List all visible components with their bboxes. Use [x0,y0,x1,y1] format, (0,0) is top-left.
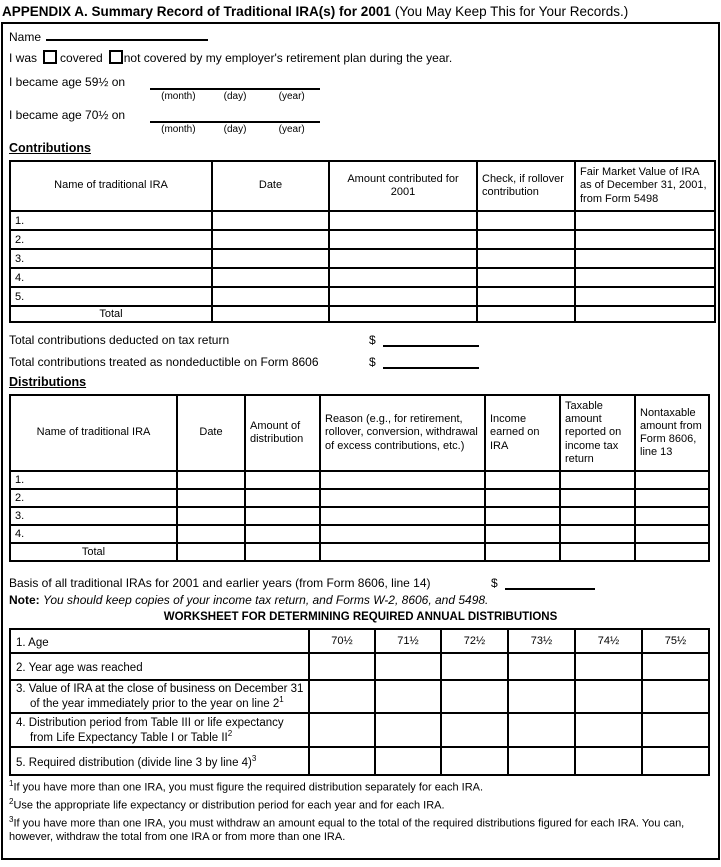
page-title [0,0,721,21]
empty-cell [375,653,441,680]
page-title-main: APPENDIX A. Summary Record of Traditional IRA(s) for 2001 [2,4,391,19]
total-label: Total [10,306,212,322]
age-59-row [9,75,712,102]
worksheet-row-label: 3. Value of IRA at the close of business on December 31 of the year immediately prior to the year on line $2^1$ [10,680,309,713]
empty-cell [635,471,709,489]
footnote-3: $^3$If you have more than one IRA, you must withdraw an amount equal to the total of the required distributions figured for each IRA. You can, however, withdraw the total from one IRA or from more than one IRA. [9,815,685,844]
empty-cell [575,230,715,249]
age-70-row [9,108,712,135]
empty-cell [441,653,508,680]
row-number-cell: 1. [10,471,177,489]
empty-cell [177,471,245,489]
empty-cell [635,525,709,543]
empty-cell [329,211,477,230]
total-row [10,543,709,561]
worksheet-table [9,628,710,776]
empty-cell [441,747,508,775]
empty-cell [560,471,635,489]
column-header-name: Name of traditional IRA [10,395,177,471]
age-70-label: I became age 70½ on [9,108,126,122]
worksheet-row [10,747,709,775]
column-header-fmv: Fair Market Value of IRA as of December 31, 2001, from Form 5498 [575,161,715,211]
empty-cell [635,507,709,525]
i-was-label: I was [9,51,38,65]
empty-cell [477,287,575,306]
empty-cell [477,306,575,322]
empty-cell [375,680,441,713]
empty-cell [508,653,575,680]
worksheet-row [10,653,709,680]
table-row [10,249,715,268]
empty-cell [329,230,477,249]
total-row [10,306,715,322]
column-header-nontaxable: Nontaxable amount from Form 8606, line 13 [635,395,709,471]
empty-cell [177,525,245,543]
column-header-name: Name of traditional IRA [10,161,212,211]
age-header-cell: 70½ [309,629,375,653]
contributions-table [9,160,716,323]
empty-cell [245,471,320,489]
empty-cell [575,306,715,322]
empty-cell [575,268,715,287]
column-header-income: Income earned on IRA [485,395,560,471]
dollar-sign: $ [369,333,376,347]
worksheet-row-label: 1. Age [10,629,309,653]
distributions-heading: Distributions [9,375,87,389]
empty-cell [375,713,441,747]
table-row [10,268,715,287]
empty-cell [477,230,575,249]
row-number-cell: 1. [10,211,212,230]
age-header-cell: 72½ [441,629,508,653]
not-covered-label: not covered by my employer's retirement plan during the year. [123,51,453,65]
row-number-cell: 2. [10,230,212,249]
age-70-date-line [150,108,320,123]
date-sublabels [150,90,320,102]
contributions-heading: Contributions [9,141,91,155]
dollar-sign: $ [491,576,498,590]
worksheet-title: WORKSHEET FOR DETERMINING REQUIRED ANNUAL DISTRIBUTIONS [163,611,558,623]
coverage-statement [9,50,712,65]
empty-cell [329,268,477,287]
distributions-table [9,394,710,562]
empty-cell [177,489,245,507]
table-row [10,489,709,507]
year-sublabel: (year) [278,124,305,135]
column-header-date: Date [177,395,245,471]
empty-cell [560,543,635,561]
empty-cell [575,653,642,680]
empty-cell [320,507,485,525]
age-header-cell: 73½ [508,629,575,653]
empty-cell [320,525,485,543]
empty-cell [575,211,715,230]
empty-cell [642,713,709,747]
row-number-cell: 4. [10,268,212,287]
footnote-2: $^2$Use the appropriate life expectancy or distribution period for each year and for each IRA. [9,797,445,812]
covered-checkbox [43,50,57,64]
empty-cell [485,525,560,543]
empty-cell [485,489,560,507]
footnote-1: $^1$If you have more than one IRA, you must figure the required distribution separately for each IRA. [9,779,484,794]
footnotes [9,779,712,845]
total-nondeductible-label: Total contributions treated as nondeductible on Form 8606 [9,355,319,369]
table-row [10,507,709,525]
empty-cell [245,543,320,561]
worksheet-row [10,680,709,713]
empty-cell [309,653,375,680]
worksheet-row-label: 4. Distribution period from Table III or life expectancy from Life Expectancy Table I or Table $II^2$ [10,713,309,747]
basis-row [9,576,712,590]
empty-cell [245,525,320,543]
empty-cell [575,680,642,713]
worksheet-row-label: 5. Required distribution (divide line 3 by line 4)$^3$ [10,747,309,775]
empty-cell [642,680,709,713]
age-header-cell: 75½ [642,629,709,653]
form-box [1,22,720,860]
total-deducted-row [9,333,712,347]
empty-cell [485,507,560,525]
empty-cell [329,287,477,306]
empty-cell [485,471,560,489]
empty-cell [508,713,575,747]
note [9,593,712,607]
column-header-amount: Amount contributed for 2001 [329,161,477,211]
row-number-cell: 4. [10,525,177,543]
distributions-header-row [10,395,709,471]
month-sublabel: (month) [161,91,196,102]
note-label: Note: [9,593,40,607]
table-row [10,525,709,543]
table-row [10,287,715,306]
row-number-cell: 2. [10,489,177,507]
row-number-cell: 3. [10,507,177,525]
day-sublabel: (day) [223,91,247,102]
contributions-header-row [10,161,715,211]
name-row [9,28,712,44]
age-59-date-line [150,75,320,90]
empty-cell [560,507,635,525]
month-sublabel: (month) [161,124,196,135]
empty-cell [329,306,477,322]
column-header-date: Date [212,161,329,211]
empty-cell [320,471,485,489]
worksheet-age-row [10,629,709,653]
total-label: Total [10,543,177,561]
age-header-cell: 74½ [575,629,642,653]
table-row [10,471,709,489]
empty-cell [329,249,477,268]
row-number-cell: 3. [10,249,212,268]
column-header-taxable: Taxable amount reported on income tax return [560,395,635,471]
column-header-reason: Reason (e.g., for retirement, rollover, conversion, withdrawal of excess contributions, etc.) [320,395,485,471]
empty-cell [635,543,709,561]
row-number-cell: 5. [10,287,212,306]
age-59-label: I became age 59½ on [9,75,126,89]
empty-cell [485,543,560,561]
not-covered-checkbox [109,50,123,64]
empty-cell [575,249,715,268]
empty-cell [642,653,709,680]
empty-cell [477,268,575,287]
empty-cell [575,747,642,775]
page-title-note: (You May Keep This for Your Records.) [394,4,629,19]
amount-underline [383,335,479,347]
empty-cell [508,747,575,775]
worksheet-row [10,713,709,747]
table-row [10,211,715,230]
empty-cell [575,713,642,747]
empty-cell [575,287,715,306]
year-sublabel: (year) [278,91,305,102]
empty-cell [245,489,320,507]
empty-cell [477,211,575,230]
column-header-rollover: Check, if rollover contribution [477,161,575,211]
empty-cell [477,249,575,268]
covered-label: covered [60,51,103,65]
dollar-sign: $ [369,355,376,369]
worksheet-row-label: 2. Year age was reached [10,653,309,680]
table-row [10,230,715,249]
date-sublabels [150,123,320,135]
day-sublabel: (day) [223,124,247,135]
total-deducted-label: Total contributions deducted on tax return [9,333,230,347]
empty-cell [245,507,320,525]
empty-cell [177,543,245,561]
empty-cell [212,211,329,230]
age-70-date-block [150,108,320,135]
amount-underline [383,357,479,369]
empty-cell [560,489,635,507]
empty-cell [320,489,485,507]
empty-cell [320,543,485,561]
empty-cell [212,249,329,268]
amount-underline [505,578,595,590]
name-label: Name [9,30,42,44]
name-underline [46,28,208,41]
empty-cell [212,306,329,322]
empty-cell [441,680,508,713]
empty-cell [212,287,329,306]
note-text: You should keep copies of your income tax return, and Forms W-2, 8606, and 5498. [43,593,489,607]
empty-cell [177,507,245,525]
column-header-amount: Amount of distribution [245,395,320,471]
empty-cell [212,230,329,249]
empty-cell [508,680,575,713]
total-nondeductible-row [9,355,712,369]
empty-cell [635,489,709,507]
empty-cell [560,525,635,543]
empty-cell [375,747,441,775]
empty-cell [309,680,375,713]
empty-cell [309,747,375,775]
empty-cell [642,747,709,775]
age-header-cell: 71½ [375,629,441,653]
basis-label: Basis of all traditional IRAs for 2001 and earlier years (from Form 8606, line 14) [9,576,431,590]
age-59-date-block [150,75,320,102]
empty-cell [212,268,329,287]
empty-cell [309,713,375,747]
empty-cell [441,713,508,747]
